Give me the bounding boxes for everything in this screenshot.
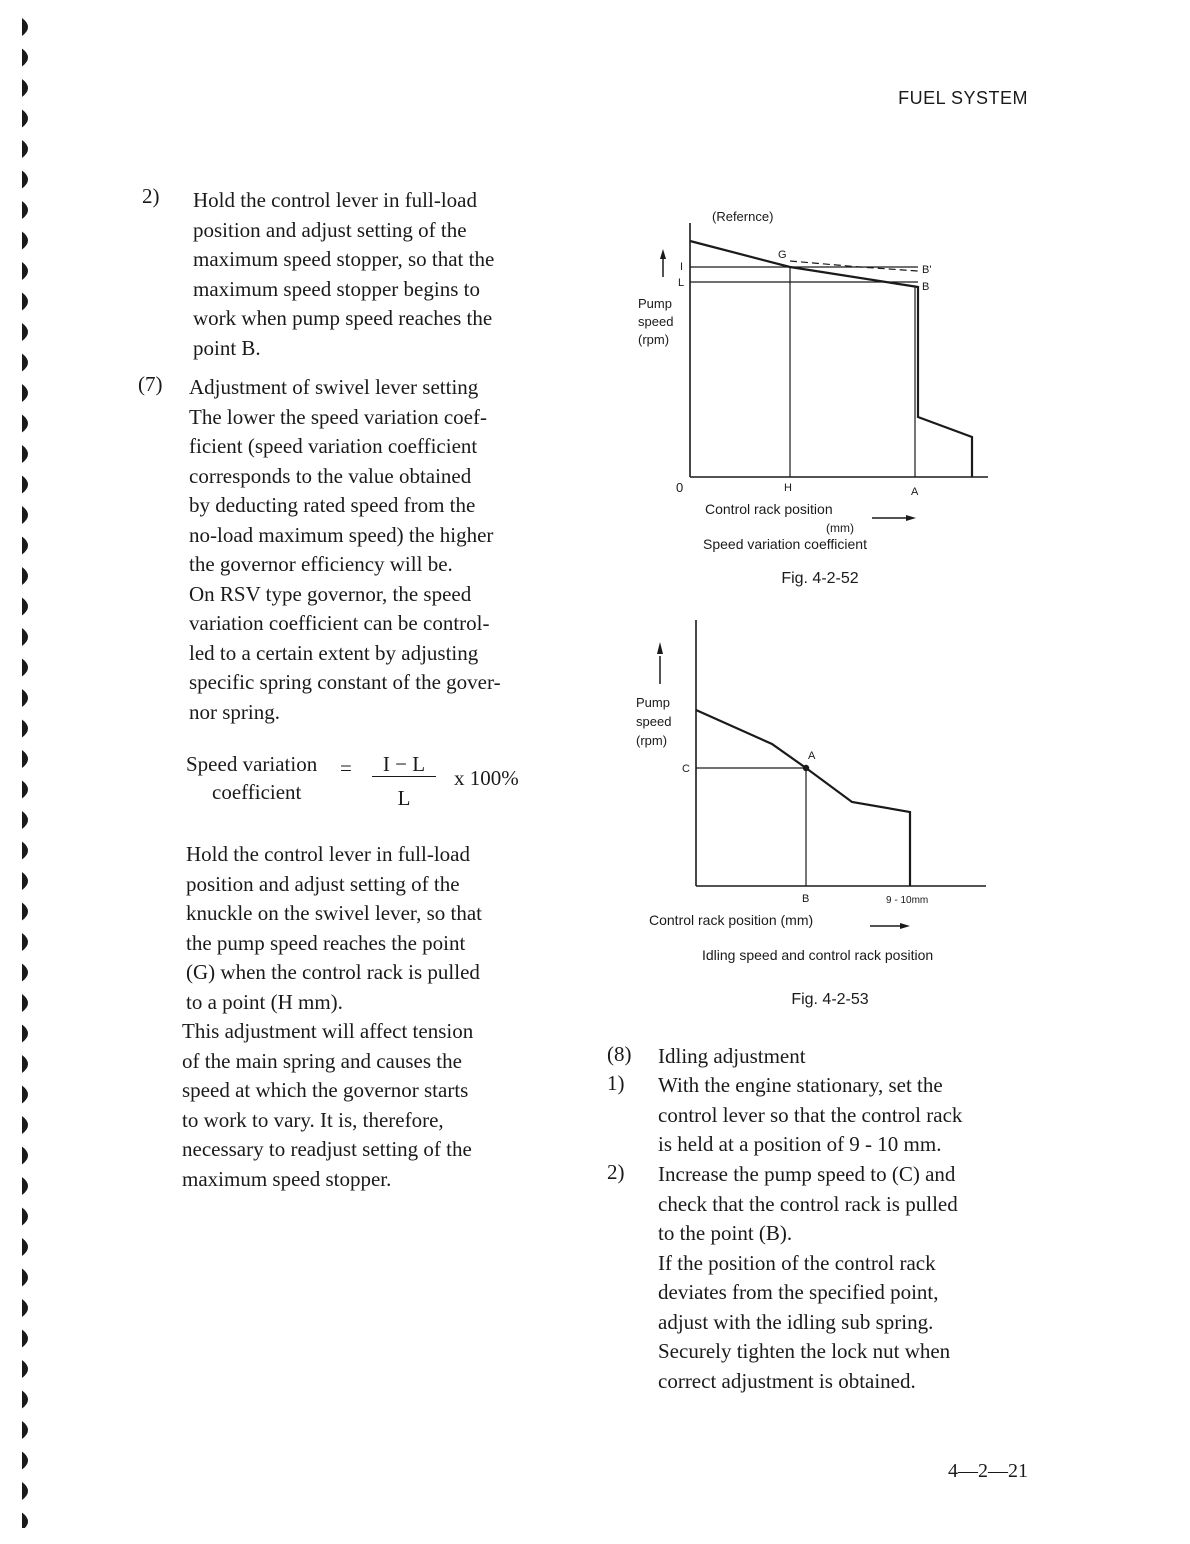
formula-label: coefficient [212, 780, 302, 804]
binding-hole-icon [22, 811, 28, 829]
point-B-prime-label: B' [922, 264, 932, 276]
step-8-title: Idling adjustment [658, 1044, 806, 1068]
binding-hole-icon [22, 1513, 28, 1529]
binding-hole-icon [22, 1330, 28, 1348]
binding-hole-icon [22, 232, 28, 250]
binding-hole-icon [22, 1116, 28, 1134]
binding-hole-icon [22, 201, 28, 219]
point-H-label: H [784, 482, 792, 494]
figure-caption: Fig. 4-2-53 [791, 991, 869, 1008]
formula-denominator: L [397, 786, 411, 810]
y-arrowhead-icon [657, 642, 663, 654]
step-7-number: (7) [138, 372, 163, 396]
text-line: adjust with the idling sub spring. [658, 1309, 934, 1334]
text-line: to work to vary. It is, therefore, [182, 1107, 444, 1132]
step-8-number: (8) [607, 1042, 632, 1066]
text-line: point B. [193, 335, 261, 360]
substep-1-text [658, 1071, 1018, 1160]
substep-1-number: 1) [607, 1071, 625, 1095]
binding-hole-icon [22, 1208, 28, 1226]
text-line: deviates from the specified point, [658, 1280, 939, 1304]
text-line: position and adjust setting of the [186, 871, 460, 896]
y-label: Pump [638, 296, 672, 311]
text-line: knuckle on the swivel lever, so that [186, 901, 482, 925]
text-line: correct adjustment is obtained. [658, 1368, 916, 1393]
binding-hole-icon [22, 1269, 28, 1287]
text-line: the pump speed reaches the point [186, 930, 466, 955]
binding-hole-icon [22, 1055, 28, 1073]
binding-hole-icon [22, 598, 28, 616]
text-line: nor spring. [189, 699, 280, 724]
binding-hole-icon [22, 445, 28, 463]
text-line: position and adjust setting of the [193, 217, 467, 242]
text-line: On RSV type governor, the speed [189, 581, 472, 606]
formula-numerator: I − L [372, 752, 436, 777]
formula-label: Speed variation [186, 752, 318, 776]
substep-2-number: 2) [607, 1160, 625, 1184]
text-line: maximum speed stopper. [182, 1166, 392, 1191]
text-line: (G) when the control rack is pulled [186, 960, 480, 984]
binding-hole-icon [22, 354, 28, 372]
step-2-number: 2) [142, 184, 160, 208]
x-axis-label: Control rack position [705, 501, 833, 517]
origin-label: 0 [676, 480, 684, 495]
point-A-label: A [911, 486, 919, 498]
speed-variation-formula [186, 752, 546, 812]
binding-hole-icon [22, 537, 28, 555]
step-2-text [193, 186, 564, 363]
binding-hole-icon [22, 1391, 28, 1409]
binding-hole-icon [22, 1025, 28, 1043]
point-B-label: B [802, 893, 810, 905]
binding-hole-icon [22, 18, 28, 36]
figure-4-2-53 [630, 612, 1000, 972]
figure-4-2-52 [630, 195, 1000, 565]
text-line: led to a certain extent by adjusting [189, 640, 479, 665]
binding-hole-icon [22, 1177, 28, 1195]
text-line: maximum speed stopper begins to [193, 276, 480, 301]
adjustment-paragraph [182, 1017, 554, 1194]
binding-hole-icon [22, 567, 28, 585]
range-label: 9 - 10mm [886, 895, 929, 906]
text-line: maximum speed stopper, so that the [193, 247, 495, 271]
binding-hole-icon [22, 110, 28, 128]
y-label: speed [638, 314, 674, 329]
binding-hole-icon [22, 1421, 28, 1439]
idling-curve [696, 710, 910, 886]
binding-holes [22, 8, 36, 1528]
formula-equals: = [340, 756, 352, 780]
text-line: If the position of the control rack [658, 1250, 936, 1275]
text-line: necessary to readjust setting of the [182, 1137, 472, 1161]
binding-hole-icon [22, 1238, 28, 1256]
binding-hole-icon [22, 79, 28, 97]
binding-hole-icon [22, 1299, 28, 1317]
point-A-marker [803, 765, 809, 771]
binding-hole-icon [22, 994, 28, 1012]
text-line: work when pump speed reaches the [193, 306, 493, 330]
binding-hole-icon [22, 933, 28, 951]
text-line: The lower the speed variation coef- [189, 404, 487, 429]
binding-hole-icon [22, 689, 28, 707]
binding-hole-icon [22, 720, 28, 738]
formula-multiplier: x 100% [454, 766, 519, 790]
binding-hole-icon [22, 323, 28, 341]
binding-hole-icon [22, 750, 28, 768]
binding-hole-icon [22, 1086, 28, 1104]
text-line: variation coefficient can be control- [189, 611, 490, 635]
x-arrowhead-icon [900, 923, 910, 929]
binding-hole-icon [22, 476, 28, 494]
binding-hole-icon [22, 781, 28, 799]
figure-subtitle: Speed variation coefficient [703, 536, 867, 552]
binding-hole-icon [22, 384, 28, 402]
binding-hole-icon [22, 1360, 28, 1378]
text-line: ficient (speed variation coefficient [189, 434, 478, 458]
y-arrowhead-icon [660, 249, 666, 259]
binding-hole-icon [22, 171, 28, 189]
binding-hole-icon [22, 903, 28, 921]
text-line: specific spring constant of the gover- [189, 670, 501, 694]
text-line: speed at which the governor starts [182, 1078, 469, 1102]
text-line: This adjustment will affect tension [182, 1019, 474, 1043]
hold-paragraph [186, 840, 556, 1017]
text-line: Securely tighten the lock nut when [658, 1339, 951, 1363]
figure-caption: Fig. 4-2-52 [781, 570, 859, 587]
text-line: to the point (B). [658, 1221, 793, 1245]
binding-hole-icon [22, 628, 28, 646]
step-7-text [189, 373, 560, 727]
point-I-label: I [680, 261, 684, 273]
point-L-label: L [678, 277, 685, 289]
binding-hole-icon [22, 262, 28, 280]
governor-curve [690, 241, 972, 477]
reference-label: (Refernce) [712, 209, 774, 224]
binding-hole-icon [22, 506, 28, 524]
text-line: the governor efficiency will be. [189, 552, 453, 576]
figure-subtitle: Idling speed and control rack position [702, 947, 934, 963]
y-label: speed [636, 714, 672, 729]
section-header: FUEL SYSTEM [898, 88, 1028, 108]
binding-hole-icon [22, 293, 28, 311]
text-line: With the engine stationary, set the [658, 1073, 943, 1097]
y-label: (rpm) [638, 332, 670, 347]
text-line: to a point (H mm). [186, 989, 343, 1014]
y-label: Pump [636, 695, 670, 710]
binding-hole-icon [22, 964, 28, 982]
y-label: (rpm) [636, 733, 668, 748]
page-number: 4—2—21 [948, 1460, 1028, 1482]
binding-hole-icon [22, 842, 28, 860]
text-line: no-load maximum speed) the higher [189, 522, 494, 547]
binding-hole-icon [22, 49, 28, 67]
binding-hole-icon [22, 659, 28, 677]
text-line: is held at a position of 9 - 10 mm. [658, 1132, 942, 1156]
binding-hole-icon [22, 1147, 28, 1165]
text-line: Increase the pump speed to (C) and [658, 1162, 956, 1186]
text-line: Hold the control lever in full-load [193, 188, 478, 212]
text-line: check that the control rack is pulled [658, 1191, 958, 1216]
text-line: of the main spring and causes the [182, 1048, 462, 1073]
binding-hole-icon [22, 1452, 28, 1470]
text-line: corresponds to the value obtained [189, 463, 472, 488]
text-line: Hold the control lever in full-load [186, 842, 471, 866]
point-G-label: G [778, 249, 787, 261]
text-line: control lever so that the control rack [658, 1102, 963, 1127]
step-7-title: Adjustment of swivel lever setting [189, 375, 479, 399]
x-arrowhead-icon [906, 515, 916, 521]
x-axis-label: Control rack position (mm) [649, 912, 814, 928]
substep-2-text [658, 1160, 1018, 1396]
binding-hole-icon [22, 1482, 28, 1500]
point-B-label: B [922, 281, 930, 293]
binding-hole-icon [22, 415, 28, 433]
point-A-label: A [808, 750, 816, 762]
binding-hole-icon [22, 140, 28, 158]
text-line: by deducting rated speed from the [189, 493, 476, 517]
binding-hole-icon [22, 872, 28, 890]
x-axis-unit: (mm) [826, 521, 854, 535]
point-C-label: C [682, 763, 690, 775]
